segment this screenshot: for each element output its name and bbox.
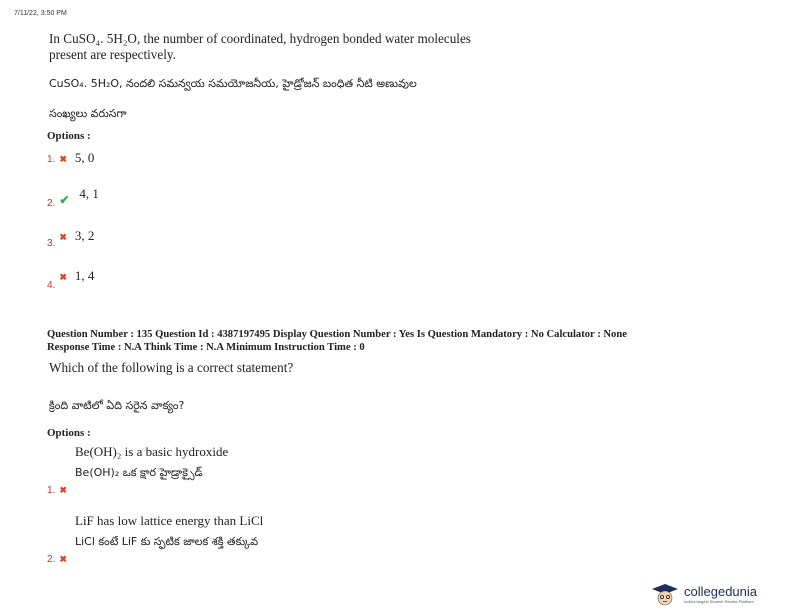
q1-english-line-1: In CuSO₄. 5H₂O, the number of coordinated, hydrogen bonded water molecules [49,31,471,46]
option-text: 5, 0 [74,150,95,165]
option-number: 4. [47,280,56,291]
option-telugu: Be(OH)₂ ఒక క్షార హైడ్రాక్సైడ్ [75,466,203,479]
option-english: LiF has low lattice energy than LiCl [75,513,264,528]
q1-option-2[interactable] [47,185,99,209]
option-number: 3. [47,238,56,249]
cross-icon: ✖ [59,232,67,242]
q2-english: Which of the following is a correct statement? [49,360,294,375]
meta-line-2: Response Time : N.A Think Time : N.A Minimum Instruction Time : 0 [47,342,365,353]
q2-telugu: క్రింది వాటిలో ఏది సరైన వాక్యం? [49,399,185,412]
q1-english-line-2: present are respectively. [49,47,176,62]
option-number: 2. [47,554,56,565]
collegedunia-logo [650,582,757,606]
graduate-mascot-icon [650,582,680,606]
option-number: 1. [47,154,56,165]
question-meta [47,328,747,354]
q2-option-2[interactable] [47,513,263,567]
cross-icon: ✖ [59,554,67,564]
q1-option-3[interactable] [47,227,95,249]
check-icon: ✔ [59,193,70,207]
q1-option-4[interactable] [47,267,95,291]
option-text: 3, 2 [74,228,95,243]
cross-icon: ✖ [59,272,67,282]
logo-tagline: India's largest Student Review Platform [684,599,754,604]
cross-icon: ✖ [59,154,67,164]
cross-icon: ✖ [59,485,67,495]
q1-telugu-line-2: సంఖ్యలు వరుసగా [49,107,127,120]
option-number: 2. [47,198,56,209]
q2-option-1[interactable] [47,444,228,498]
option-number: 1. [47,485,56,496]
option-telugu: LiCl కంటే LiF కు స్ఫటిక జాలక శక్తి తక్కువ [75,535,259,548]
option-text: 1, 4 [74,268,95,283]
question-1 [49,31,589,63]
timestamp: 7/11/22, 3:50 PM [14,10,67,17]
option-english: Be(OH)₂ is a basic hydroxide [75,444,229,459]
logo-name: collegedunia [684,584,758,599]
option-text: 4, 1 [79,186,99,201]
q1-option-1[interactable] [47,149,94,167]
meta-line-1: Question Number : 135 Question Id : 4387197495 Display Question Number : Yes Is Question Mandatory : No Calculator : None [47,329,627,340]
q1-options-label: Options : [47,130,91,142]
q1-telugu-line-1: CuSO₄. 5H₂O, నందలి సమన్వయ సమయోజనీయ, హైడ్రోజన్ బంధిత నీటి అణువుల [49,77,417,90]
q2-options-label: Options : [47,427,91,439]
